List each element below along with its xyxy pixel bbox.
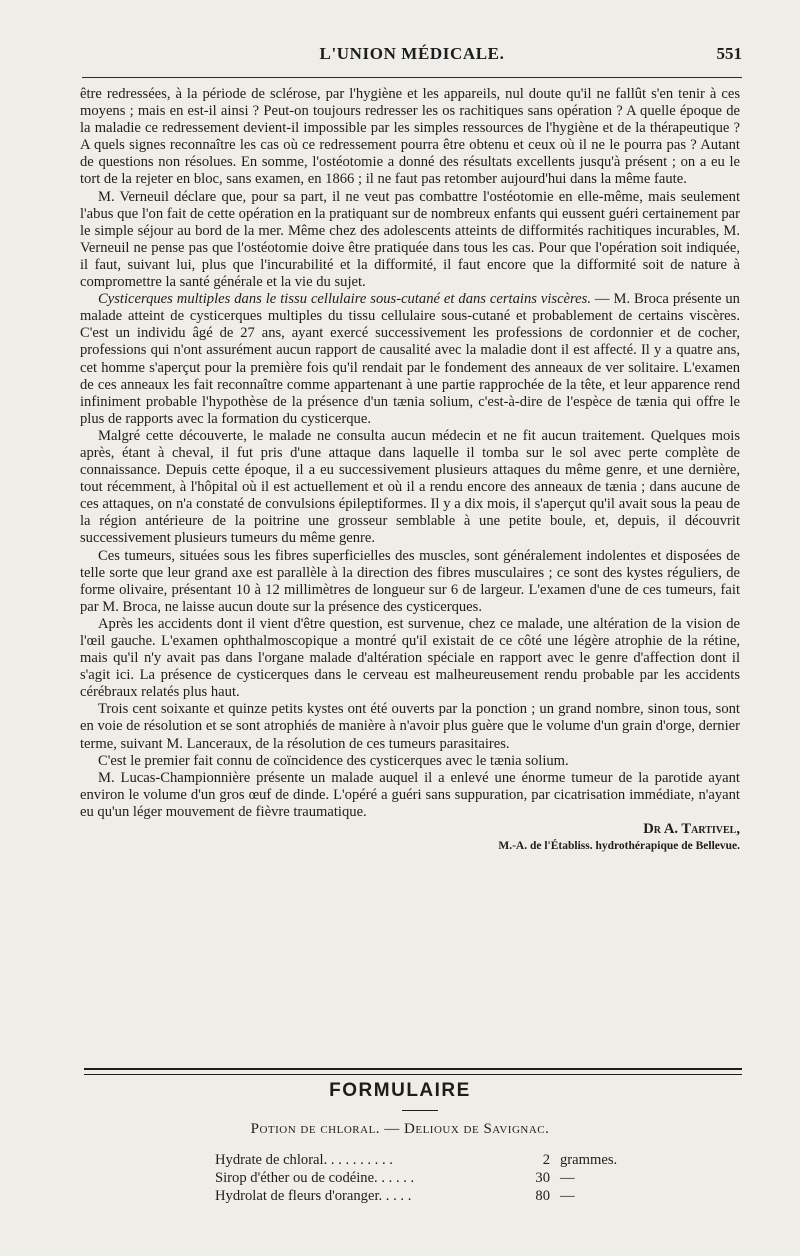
running-title: L'UNION MÉDICALE. bbox=[319, 44, 505, 63]
paragraph-text: — M. Broca présente un malade atteint de cysticerques multiples du tissu cellulaire sous-cutané et probablement de certains viscères. C'est un individu âgé de 27 ans, ayant exercé successivement les professions de cordonnier et de cocher, professions qui n'ont assurément aucun rapport de causalité avec la maladie dont il est affecté. Il y a quatre ans, cet homme s'aperçut pour la première fois qu'il rendait par le fondement des anneaux de ver solitaire. L'examen de ces anneaux les fait reconnaître comme appartenant à une partie rapprochée de la tête, et leur apparence rend infiniment probable l'hypothèse de la présence d'un tænia solium, c'est-à-dire de l'espèce de tænia qui offre le plus de rapports avec la formation du cysticerque. bbox=[80, 291, 740, 427]
signature bbox=[80, 821, 740, 855]
ingredient-quantity: 30 bbox=[535, 1170, 550, 1186]
author-name: Dr A. Tartivel, bbox=[643, 821, 740, 838]
ingredient-row bbox=[215, 1187, 635, 1205]
title-rule bbox=[402, 1110, 438, 1111]
section-title: FORMULAIRE bbox=[329, 1080, 471, 1101]
paragraph: être redressées, à la période de sclérose, par l'hygiène et les appareils, nul doute qu'il ne fallût s'en tenir à ces moyens ; mais en est-il ainsi ? Peut-on toujours redresser les os rachitiques sans opération ? A quelle époque de la maladie ce redressement devient-il impossible par les simples ressources de l'hygiène et de la thérapeutique ? A quels signes reconnaître les cas où ce redressement pourra être obtenu et ceux où il ne le pourra pas ? Autant de questions non résolues. En somme, l'ostéotomie a donné des résultats excellents jusqu'à présent ; on a eu le tort de la rejeter en bloc, sans examen, en 1866 ; il ne faut pas retomber aujourd'hui dans la même faute. bbox=[80, 86, 740, 188]
author-affiliation: M.-A. de l'Établiss. hydrothérapique de Bellevue. bbox=[498, 840, 740, 853]
ingredient-row bbox=[215, 1151, 635, 1169]
paragraph: M. Lucas-Championnière présente un malade auquel il a enlevé une énorme tumeur de la parotide ayant environ le volume d'un gros œuf de dinde. L'opéré a guéri sans suppuration, par cicatrisation immédiate, n'ayant eu qu'un léger mouvement de fièvre traumatique. bbox=[80, 769, 740, 820]
header-rule bbox=[82, 77, 742, 78]
section-lede: Cysticerques multiples dans le tissu cellulaire sous-cutané et dans certains viscères. bbox=[98, 291, 591, 308]
ingredient-row bbox=[215, 1169, 635, 1187]
paragraph: M. Verneuil déclare que, pour sa part, il ne veut pas combattre l'ostéotomie en elle-même, mais seulement l'abus que l'on fait de cette opération en la pratiquant sur de nombreux enfants qui eussent guéri certainement par le simple séjour au bord de la mer. Même chez des adolescents atteints de difformités rachitiques incurables, M. Verneuil ne pense pas que l'ostéotomie doive être pratiquée dans tous les cas. Pour que l'opération soit indiquée, il faut, suivant lui, plus que l'incurabilité et la difformité, il faut encore que la difformité soit de nature à compromettre la santé générale et la vie du sujet. bbox=[80, 188, 740, 291]
paragraph: Trois cent soixante et quinze petits kystes ont été ouverts par la ponction ; un grand nombre, sinon tous, sont en voie de résolution et se sont atrophiés de manière à n'avoir plus guère que le volume d'un grain d'orge, dernier terme, suivant M. Lanceraux, de la résolution de ces tumeurs parasitaires. bbox=[80, 701, 740, 752]
ingredient-quantity: 2 bbox=[542, 1152, 550, 1168]
ingredient-name: Hydrate de chloral. . . . . . . . . . bbox=[215, 1152, 393, 1168]
paragraph bbox=[80, 291, 740, 428]
page-header bbox=[82, 40, 742, 74]
ingredient-list bbox=[215, 1151, 635, 1205]
article-body bbox=[80, 86, 740, 855]
ingredient-unit: grammes. bbox=[560, 1152, 618, 1168]
page-number: 551 bbox=[716, 44, 742, 63]
paragraph: Après les accidents dont il vient d'être question, est survenue, chez ce malade, une altération de la vision de l'œil gauche. L'examen ophthalmoscopique a montré qu'il existait de ce côté une légère atrophie de la rétine, mais qu'il n'y avait pas dans l'organe malade d'altération spéciale en rapport avec le genre d'affection dont il s'agit ici. La présence de cysticerques dans le cerveau est malheureusement rendu probable par les accidents cérébraux relatés plus haut. bbox=[80, 615, 740, 701]
paragraph: Ces tumeurs, situées sous les fibres superficielles des muscles, sont généralement indolentes et disposées de telle sorte que leur grand axe est parallèle à la direction des fibres musculaires ; ce sont des kystes réguliers, de forme olivaire, présentant 10 à 12 millimètres de longueur sur 6 de largeur. L'examen d'une de ces tumeurs, fait par M. Broca, ne laisse aucun doute sur la présence des cysticerques. bbox=[80, 547, 740, 615]
paragraph: C'est le premier fait connu de coïncidence des cysticerques avec le tænia solium. bbox=[98, 752, 569, 769]
ingredient-unit: — bbox=[560, 1170, 575, 1186]
paragraph: Malgré cette découverte, le malade ne consulta aucun médecin et ne fit aucun traitement. Quelques mois après, étant à cheval, il fut pris d'une attaque dans laquelle il tomba sur le sol avec perte complète de connaissance. Depuis cette époque, il a eu successivement plusieurs attaques du même genre, et une dernière, tout récemment, à l'hôpital où il est actuellement et où il a rendu encore des anneaux de tænia ; dans aucune de ces attaques, on n'a constaté de convulsions épileptiformes. Il y a dix mois, il s'aperçut qu'il avait sous la peau de la région antérieure de la poitrine une grosseur semblable à une petite boule, et, depuis, il découvrit successivement plusieurs tumeurs du même genre. bbox=[80, 427, 740, 547]
ingredient-unit: — bbox=[560, 1188, 575, 1204]
ingredient-name: Sirop d'éther ou de codéine. . . . . . bbox=[215, 1170, 415, 1186]
ingredient-quantity: 80 bbox=[535, 1188, 550, 1204]
section-divider bbox=[84, 1068, 742, 1075]
ingredient-name: Hydrolat de fleurs d'oranger. . . . . bbox=[215, 1188, 412, 1204]
recipe-title: Potion de chloral. — Delioux de Savignac. bbox=[250, 1121, 550, 1137]
